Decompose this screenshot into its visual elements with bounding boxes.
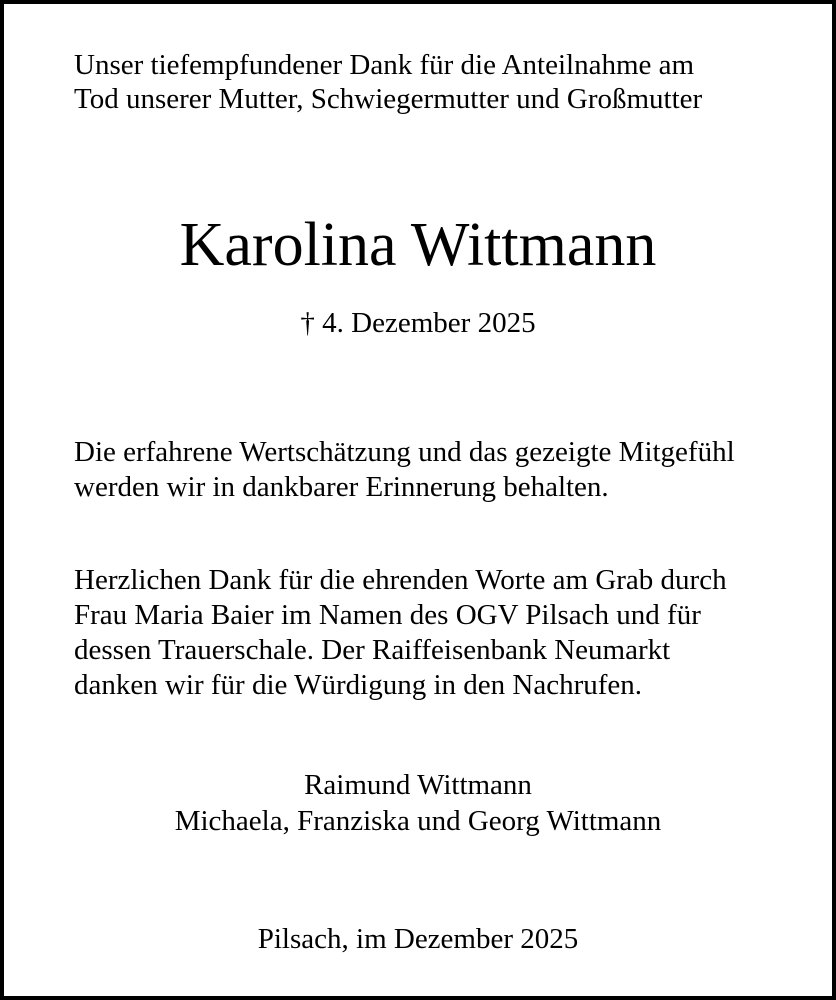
signatory-line: Raimund Wittmann	[304, 769, 532, 801]
deceased-name: Karolina Wittmann	[179, 211, 657, 279]
place-date: Pilsach, im Dezember 2025	[257, 923, 579, 955]
paragraph-line: Herzlichen Dank für die ehrenden Worte am Grab durch	[74, 564, 727, 596]
death-date: † 4. Dezember 2025	[300, 307, 536, 339]
paragraph-line: danken wir für die Würdigung in den Nachrufen.	[74, 669, 643, 701]
paragraph-line: Die erfahrene Wertschätzung und das gezeigte Mitgefühl	[74, 436, 735, 468]
signatory-line: Michaela, Franziska und Georg Wittmann	[174, 805, 662, 837]
paragraph-line: Frau Maria Baier im Namen des OGV Pilsach und für	[74, 599, 701, 631]
intro-line: Unser tiefempfundener Dank für die Anteilnahme am	[74, 49, 695, 81]
paragraph-line: dessen Trauerschale. Der Raiffeisenbank Neumarkt	[74, 634, 671, 666]
intro-line: Tod unserer Mutter, Schwiegermutter und Großmutter	[74, 83, 703, 115]
paragraph-line: werden wir in dankbarer Erinnerung behalten.	[74, 471, 609, 503]
